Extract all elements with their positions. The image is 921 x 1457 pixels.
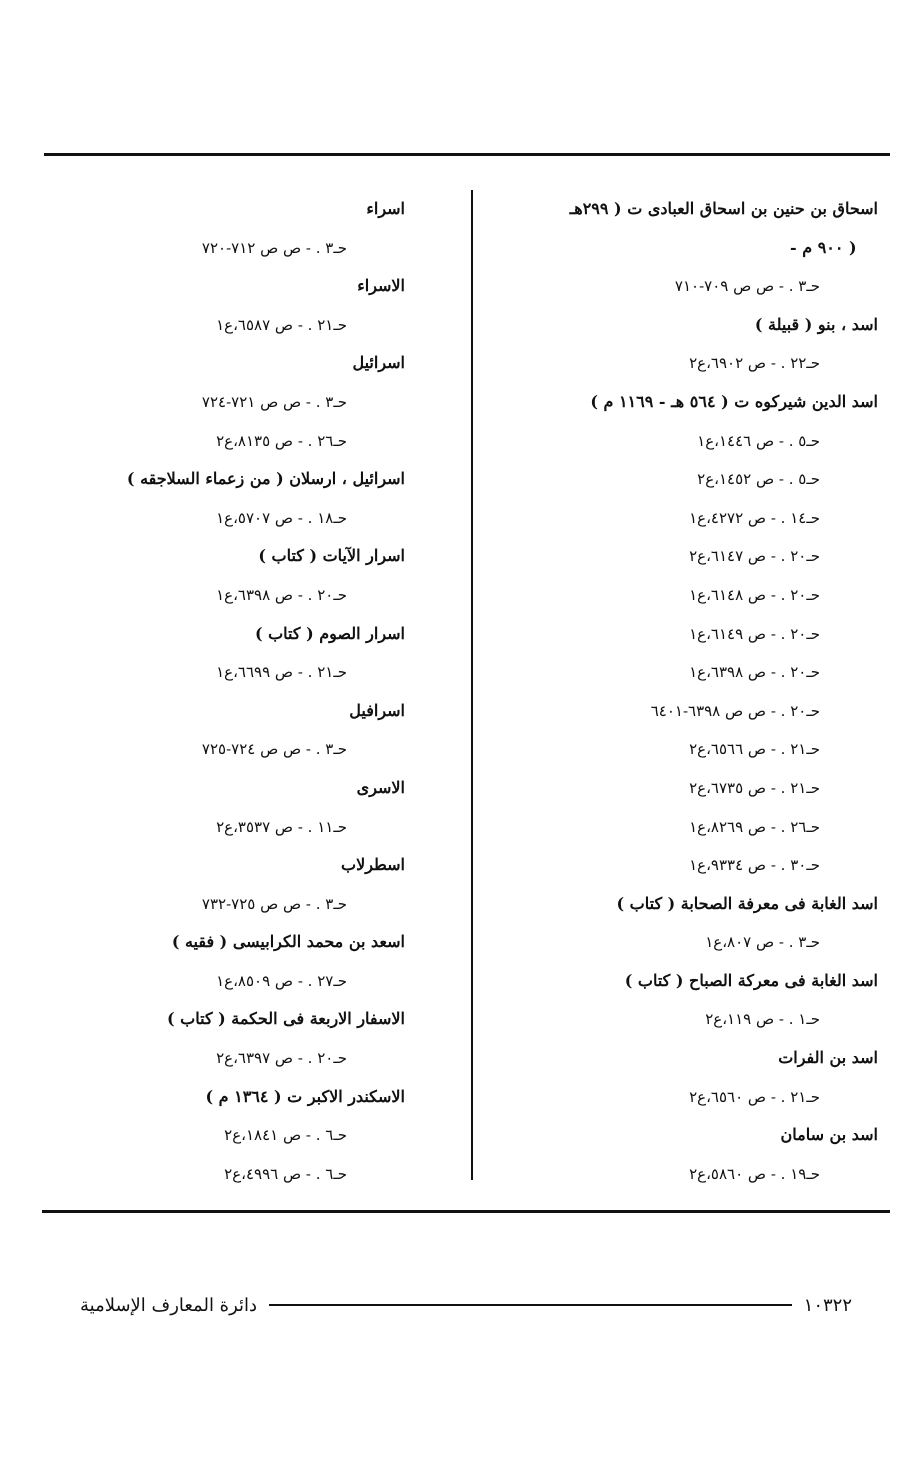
index-entry-reference: حـ٢٠ . - ص ٦٣٩٨،ع١: [689, 663, 820, 682]
footer-line: [269, 1304, 792, 1306]
index-entry-reference: حـ٢٠ . - ص ص ٦٣٩٨-٦٤٠١: [650, 701, 820, 720]
index-entry-reference: حـ٢١ . - ص ٦٧٣٥،ع٢: [689, 778, 820, 797]
publication-title: دائرة المعارف الإسلامية: [80, 1294, 258, 1316]
left-column: [100, 190, 405, 1193]
index-entry-reference: حـ٢٠ . - ص ٦٣٩٧،ع٢: [216, 1049, 347, 1068]
index-entry-reference: حـ٢٠ . - ص ٦١٤٨،ع١: [689, 585, 820, 604]
index-entry-reference: حـ٦ . - ص ١٨٤١،ع٢: [224, 1126, 347, 1145]
index-entry-reference: حـ١٨ . - ص ٥٧٠٧،ع١: [216, 508, 347, 527]
index-entry-reference: حـ٢١ . - ص ٦٥٨٧،ع١: [216, 315, 347, 334]
index-entry-reference: حـ٢٦ . - ص ٨١٣٥،ع٢: [216, 431, 347, 450]
index-entry-reference: حـ٣ . - ص ص ٧٢٥-٧٣٢: [201, 894, 347, 913]
column-divider: [471, 190, 473, 1180]
index-entry-reference: حـ٢٠ . - ص ٦٣٩٨،ع١: [216, 585, 347, 604]
index-entry-reference: حـ٢١ . - ص ٦٥٦٠،ع٢: [689, 1087, 820, 1106]
index-entry-reference: حـ٣ . - ص ص ٧١٢-٧٢٠: [201, 238, 347, 257]
index-entry-reference: حـ٢٠ . - ص ٦١٤٧،ع٢: [689, 547, 820, 566]
index-entry-heading: اسحاق بن حنين بن اسحاق العبادى ت ( ٢٩٩هـ: [569, 199, 878, 218]
index-entry-heading: اسد الغابة فى معرفة الصحابة ( كتاب ): [616, 893, 878, 913]
index-entry-heading: اسرائيل ، ارسلان ( من زعماء السلاجقه ): [126, 469, 405, 489]
index-entry-reference: حـ١٤ . - ص ٤٢٧٢،ع١: [689, 508, 820, 527]
page-number: ١٠٣٢٢: [803, 1294, 852, 1316]
index-entry-heading: الاسكندر الاكبر ت ( ١٣٦٤ م ): [205, 1086, 405, 1106]
index-entry-heading: اسد الغابة فى معركة الصباح ( كتاب ): [624, 970, 878, 990]
index-entry-heading: - ٩٠٠ م ): [790, 237, 857, 257]
right-column: [490, 190, 878, 1193]
page-footer: [80, 1288, 852, 1322]
index-entry-reference: حـ٣ . - ص ص ٧٠٩-٧١٠: [674, 277, 820, 296]
top-rule: [44, 153, 890, 156]
index-entry-reference: حـ٢٧ . - ص ٨٥٠٩،ع١: [216, 971, 347, 990]
index-entry-reference: حـ٣ . - ص ٨٠٧،ع١: [705, 933, 820, 952]
bottom-rule: [42, 1210, 890, 1213]
index-entry-heading: الاسراء: [357, 276, 405, 296]
index-entry-heading: اسطرلاب: [341, 855, 405, 875]
index-entry-reference: حـ٥ . - ص ١٤٥٢،ع٢: [697, 470, 820, 489]
index-entry-reference: حـ٢١ . - ص ٦٥٦٦،ع٢: [689, 740, 820, 759]
index-entry-reference: حـ٣ . - ص ص ٧٢١-٧٢٤: [201, 392, 347, 411]
index-entry-heading: اسرار الصوم ( كتاب ): [254, 623, 405, 643]
index-entry-heading: اسراء: [366, 199, 405, 218]
index-entry-reference: حـ٢٦ . - ص ٨٢٦٩،ع١: [689, 817, 820, 836]
index-entry-reference: حـ٢٠ . - ص ٦١٤٩،ع١: [689, 624, 820, 643]
index-entry-reference: حـ٢١ . - ص ٦٦٩٩،ع١: [216, 663, 347, 682]
index-entry-heading: اسرافيل: [349, 700, 405, 720]
index-entry-reference: حـ٣٠ . - ص ٩٣٣٤،ع١: [689, 856, 820, 875]
index-entry-heading: الاسرى: [356, 777, 405, 797]
index-entry-heading: اسرار الآيات ( كتاب ): [258, 546, 405, 566]
index-entry-reference: حـ٥ . - ص ١٤٤٦،ع١: [697, 431, 820, 450]
index-entry-reference: حـ١ . - ص ١١٩،ع٢: [705, 1010, 820, 1029]
index-entry-heading: اسد بن سامان: [780, 1125, 878, 1145]
index-entry-heading: اسد بن الفرات: [778, 1048, 878, 1068]
index-entry-heading: الاسفار الاربعة فى الحكمة ( كتاب ): [167, 1009, 405, 1029]
index-entry-reference: حـ١٩ . - ص ٥٨٦٠،ع٢: [689, 1164, 820, 1183]
index-entry-heading: اسد ، بنو ( قبيلة ): [754, 314, 878, 334]
index-entry-reference: حـ٣ . - ص ص ٧٢٤-٧٢٥: [201, 740, 347, 759]
index-entry-reference: حـ٢٢ . - ص ٦٩٠٢،ع٢: [689, 354, 820, 373]
index-entry-heading: اسعد بن محمد الكرابيسى ( فقيه ): [171, 932, 405, 952]
index-entry-heading: اسد الدين شيركوه ت ( ٥٦٤ هـ - ١١٦٩ م ): [590, 391, 878, 411]
index-entry-heading: اسرائيل: [352, 353, 405, 373]
index-entry-reference: حـ٦ . - ص ٤٩٩٦،ع٢: [224, 1164, 347, 1183]
index-entry-reference: حـ١١ . - ص ٣٥٣٧،ع٢: [216, 817, 347, 836]
